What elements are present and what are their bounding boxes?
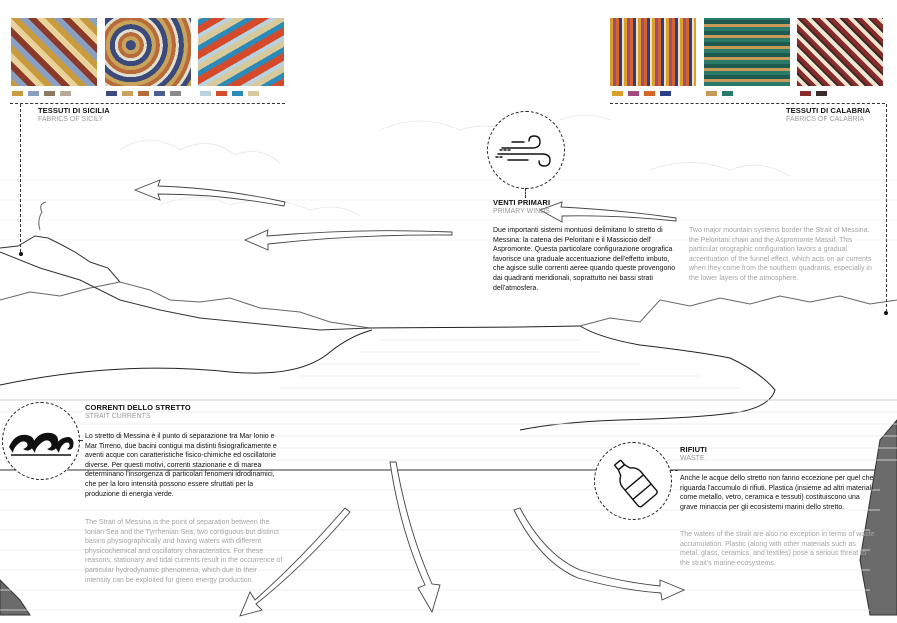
calabria-divider xyxy=(610,103,885,104)
currents-leader-line xyxy=(78,440,83,441)
palette-chip xyxy=(232,91,243,96)
palette-chip xyxy=(122,91,133,96)
wind-icon xyxy=(488,112,564,188)
currents-title: CORRENTI DELLO STRETTO xyxy=(85,403,191,412)
currents-text-english: The Strait of Messina is the point of separation between the Ionian Sea and the Tyrrhenian Sea, two contiguous but distinct basins physiographically and having waters with different physicochemical and oscillatory characteristics. For these reasons, stationary and tidal currents result in the occurrence of particular hydrodynamic phenomena, which due to their intensity can be exploited for green energy production. xyxy=(85,519,283,584)
currents-subtitle: STRAIT CURRENTS xyxy=(85,413,151,420)
calabria-leader-line xyxy=(886,104,887,312)
palette-chip xyxy=(12,91,23,96)
palette-chip xyxy=(612,91,623,96)
palette-chip xyxy=(138,91,149,96)
sicily-divider xyxy=(10,103,285,104)
waste-title: RIFIUTI xyxy=(680,445,707,454)
plastic-bottle-icon xyxy=(595,443,671,519)
currents-icon-circle xyxy=(2,402,80,480)
palette-chip xyxy=(216,91,227,96)
sicily-subtitle: FABRICS OF SICILY xyxy=(38,116,104,123)
waste-leader-line xyxy=(670,470,678,471)
background-clouds xyxy=(0,115,897,240)
palette-chip xyxy=(170,91,181,96)
palette-chip xyxy=(248,91,259,96)
winds-leader-line xyxy=(525,188,526,198)
winds-title: VENTI PRIMARI xyxy=(493,198,551,207)
palette-chip xyxy=(722,91,733,96)
palette-chip xyxy=(154,91,165,96)
palette-chip xyxy=(628,91,639,96)
sicily-leader-line xyxy=(20,104,21,252)
calabria-fabric-1 xyxy=(610,18,696,86)
sicily-fabric-1 xyxy=(11,18,97,86)
calabria-fabric-3 xyxy=(797,18,883,86)
palette-chip xyxy=(60,91,71,96)
waste-subtitle: WASTE xyxy=(680,455,705,462)
calabria-title: TESSUTI DI CALABRIA xyxy=(786,106,871,115)
winds-icon-circle xyxy=(487,111,565,189)
palette-chip xyxy=(644,91,655,96)
calabria-subtitle: FABRICS OF CALABRIA xyxy=(786,116,865,123)
palette-chip xyxy=(800,91,811,96)
waste-icon-circle xyxy=(594,442,672,520)
sicily-fabric-2 xyxy=(105,18,191,86)
currents-text-italian: Lo stretto di Messina è il punto di separazione tra Mar Ionio e Mar Tirreno, due bacini contigui ma distinti fisiograficamente e aventi acque con caratteristiche fisico-chimiche ed oscillatorie diverse. Per questi motivi, correnti stazionarie e di marea determinano l'insorgenza di particolari fenomeni idrodinamici, che per la loro intensità possono essere sfruttati per la produzione di energia verde. xyxy=(85,433,277,498)
waste-text-italian: Anche le acque dello stretto non fanno eccezione per quel che riguarda l'accumulo di rifiuti. Plastica (insieme ad altri materiali come metallo, vetro, ceramica e tessuti) costituiscono una grave minaccia per gli ecosistemi marini dello stretto. xyxy=(680,475,874,511)
palette-chip xyxy=(106,91,117,96)
palette-chip xyxy=(660,91,671,96)
waste-text-english: The waters of the strait are also no exception in terms of waste accumulation. Plastic (along with other materials such as metal, glass, ceramics, and textiles) pose a serious threat to the strait's marine ecosystems. xyxy=(680,531,875,567)
palette-chip xyxy=(28,91,39,96)
sicily-title: TESSUTI DI SICILIA xyxy=(38,106,110,115)
winds-text-english: Two major mountain systems border the Strait of Messina: the Peloritani chain and the Aspromonte Massif. This particular orographic configuration favors a gradual accentuation of the funnel effect, which acts on air currents when they come from the southern quadrants, especially in the lower layers of the atmosphere. xyxy=(689,227,872,282)
sicily-fabric-3 xyxy=(198,18,284,86)
winds-text-italian: Due importanti sistemi montuosi delimitano lo stretto di Messina: la catena dei Peloritani e il Massiccio dell' Aspromonte. Questa particolare configurazione orografica favorisce una graduale accentuazione dell'effetto imbuto, che agisce sulle correnti aeree quando queste provengono dai quadranti meridionali, soprattutto nei bassi strati dell'atmosfera. xyxy=(493,227,676,292)
palette-chip xyxy=(200,91,211,96)
wave-icon xyxy=(3,403,79,479)
palette-chip xyxy=(816,91,827,96)
calabria-fabric-2 xyxy=(704,18,790,86)
palette-chip xyxy=(44,91,55,96)
palette-chip xyxy=(706,91,717,96)
winds-subtitle: PRIMARY WINDS xyxy=(493,208,550,215)
